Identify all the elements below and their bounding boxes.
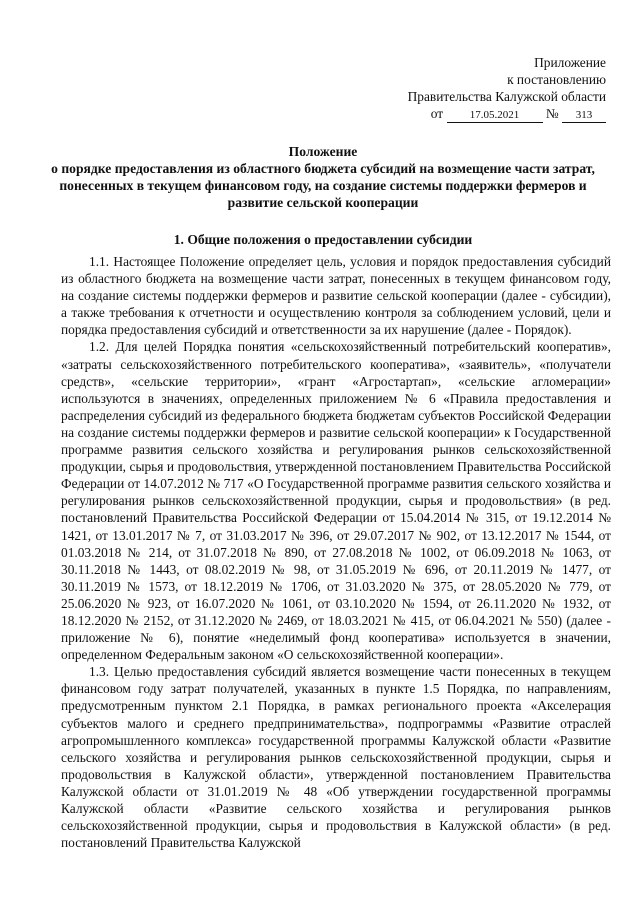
appendix-line-3: Правительства Калужской области bbox=[407, 89, 606, 104]
document-subtitle: о порядке предоставления из областного бюджета субсидий на возмещение части затрат, понесенных в текущем финансовом году, на создание системы поддержки фермеров и развитие сельской кооперации bbox=[51, 161, 595, 210]
decree-date: 17.05.2021 bbox=[447, 109, 543, 123]
document-title: Положение bbox=[288, 144, 358, 159]
number-label: № bbox=[545, 106, 559, 121]
appendix-date-line bbox=[346, 105, 606, 123]
paragraph-1-2: 1.2. Для целей Порядка понятия «сельскохозяйственный потребительский кооператив», «затраты сельскохозяйственного потребительского кооператива», «заявитель», «получатели средств», «сельские территории», «грант «Агростартап», «сельские агломерации» используются в значениях, определенных приложением № 6 «Правила предоставления и распределения субсидий из федерального бюджета бюджетам субъектов Российской Федерации на создание системы поддержки фермеров и развитие сельской кооперации» к Государственной программе развития сельского хозяйства и регулирования рынков сельскохозяйственной продукции, сырья и продовольствия, утвержденной постановлением Правительства Российской Федерации от 14.07.2012 № 717 «О Государственной программе развития сельского хозяйства и регулирования рынков сельскохозяйственной продукции, сырья и продовольствия» (в ред. постановлений Правительства Российской Федерации от 15.04.2014 № 315, от 19.12.2014 № 1421, от 13.01.2017 № 7, от 31.03.2017 № 396, от 29.07.2017 № 902, от 13.12.2017 № 1544, от 01.03.2018 № 214, от 31.07.2018 № 890, от 27.08.2018 № 1002, от 06.09.2018 № 1063, от 30.11.2018 № 1443, от 08.02.2019 № 98, от 31.05.2019 № 696, от 20.11.2019 № 1477, от 30.11.2019 № 1573, от 18.12.2019 № 1706, от 31.03.2020 № 375, от 28.05.2020 № 779, от 25.06.2020 № 923, от 16.07.2020 № 1061, от 03.10.2020 № 1594, от 26.11.2020 № 1932, от 18.12.2020 № 2152, от 31.12.2020 № 2469, от 18.03.2021 № 415, от 06.04.2021 № 550) (далее - приложение № 6), понятие «неделимый фонд кооператива» используется в значении, определенном Федеральным законом «О сельскохозяйственной кооперации». bbox=[61, 339, 611, 663]
document-heading bbox=[36, 143, 610, 211]
document-body bbox=[61, 253, 611, 851]
from-label: от bbox=[430, 106, 444, 121]
appendix-line-2: к постановлению bbox=[507, 72, 606, 87]
decree-number: 313 bbox=[562, 109, 606, 123]
appendix-line-1: Приложение bbox=[534, 55, 606, 70]
paragraph-1-3: 1.3. Целью предоставления субсидий является возмещение части понесенных в текущем финансовом году затрат получателей, указанных в пункте 1.5 Порядка, по направлениям, предусмотренным пунктом 2.1 Порядка, в рамках регионального проекта «Акселерация субъектов малого и среднего предпринимательства», подпрограммы «Развитие отраслей агропромышленного комплекса» государственной программы Калужской области «Развитие сельского хозяйства и регулирования рынков сельскохозяйственной продукции, сырья и продовольствия в Калужской области», утвержденной постановлением Правительства Калужской области от 31.01.2019 № 48 «Об утверждении государственной программы Калужской области «Развитие сельского хозяйства и регулирования рынков сельскохозяйственной продукции, сырья и продовольствия в Калужской области» (в ред. постановлений Правительства Калужской bbox=[61, 664, 611, 851]
section-title: 1. Общие положения о предоставлении субсидии bbox=[173, 232, 473, 247]
paragraph-1-1: 1.1. Настоящее Положение определяет цель, условия и порядок предоставления субсидий из областного бюджета на возмещение части затрат, понесенных в текущем финансовом году, на создание системы поддержки фермеров и развитие сельской кооперации (далее - субсидии), а также требования к отчетности и осуществлению контроля за соблюдением условий, цели и порядка предоставления субсидий и ответственности за их нарушение (далее - Порядок). bbox=[61, 254, 611, 338]
appendix-block bbox=[346, 54, 606, 123]
